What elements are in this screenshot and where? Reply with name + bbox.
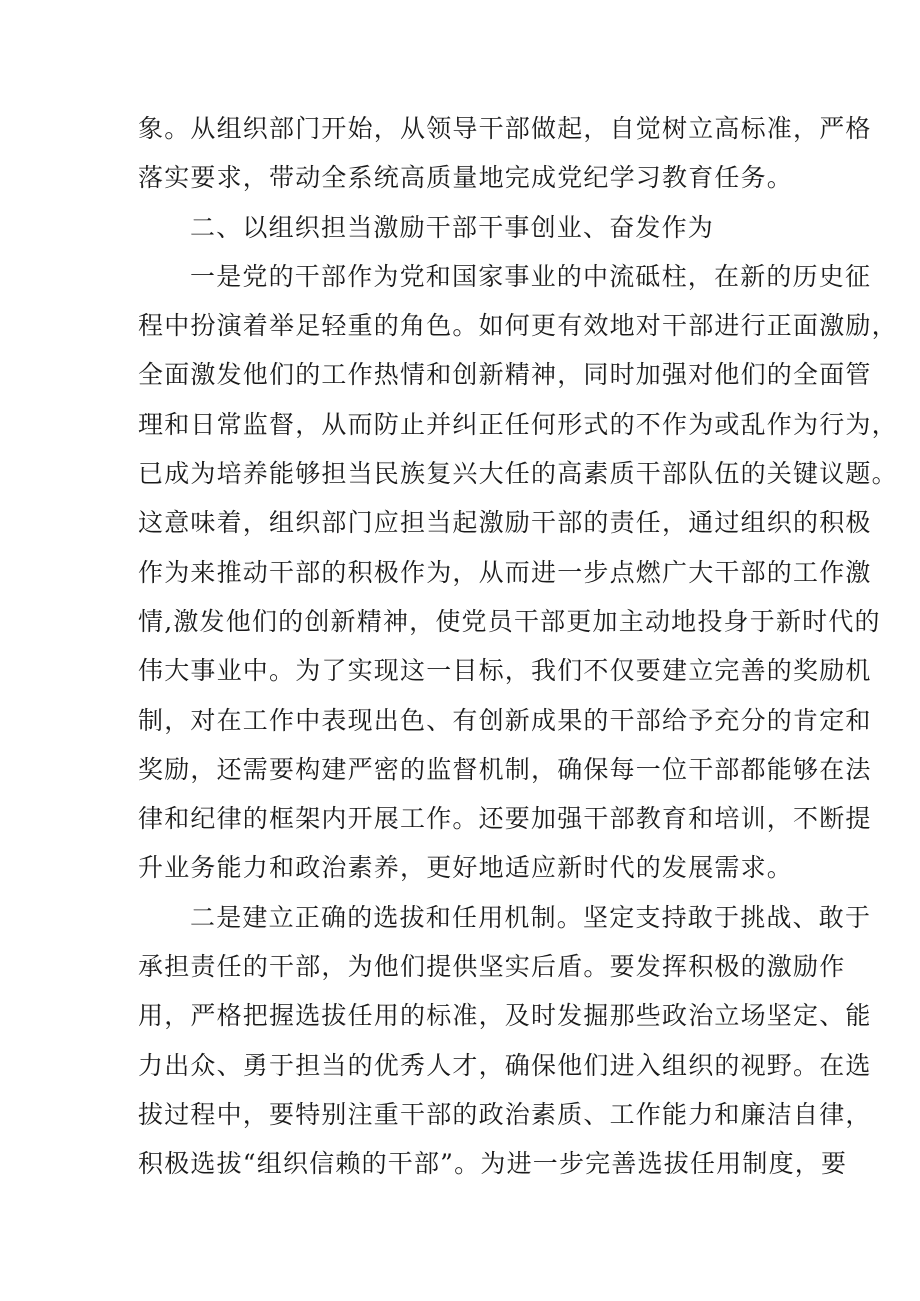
- paragraph-line: 力出众、勇于担当的优秀人才，确保他们进入组织的视野。在选: [138, 1050, 872, 1080]
- paragraph-line: 制，对在工作中表现出色、有创新成果的干部给予充分的肯定和: [138, 705, 872, 735]
- paragraph-line: 升业务能力和政治素养，更好地适应新时代的发展需求。: [138, 853, 794, 883]
- paragraph-line: 已成为培养能够担当民族复兴大任的高素质干部队伍的关键议题。: [138, 459, 898, 489]
- paragraph-line: 象。从组织部门开始，从领导干部做起，自觉树立高标准，严格: [138, 114, 872, 143]
- paragraph-line: 奖励，还需要构建严密的监督机制，确保每一位干部都能够在法: [138, 754, 872, 784]
- paragraph-line: 承担责任的干部，为他们提供坚实后盾。要发挥积极的激励作: [138, 952, 846, 982]
- paragraph-line: 情,激发他们的创新精神，使党员干部更加主动地投身于新时代的: [138, 606, 881, 636]
- section-heading: 二、以组织担当激励干部干事创业、奋发作为: [190, 212, 715, 242]
- paragraph-line: 这意味着，组织部门应担当起激励干部的责任，通过组织的积极: [138, 508, 872, 538]
- paragraph-line: 落实要求，带动全系统高质量地完成党纪学习教育任务。: [138, 163, 794, 193]
- paragraph-line: 全面激发他们的工作热情和创新精神，同时加强对他们的全面管: [138, 360, 872, 390]
- paragraph-line: 作为来推动干部的积极作为，从而进一步点燃广大干部的工作激: [138, 557, 872, 587]
- paragraph-line: 律和纪律的框架内开展工作。还要加强干部教育和培训，不断提: [138, 804, 872, 834]
- document-body: [138, 104, 898, 1189]
- paragraph-line: 积极选拔“组织信赖的干部”。为进一步完善选拔任用制度，要: [138, 1149, 848, 1179]
- paragraph-line: 理和日常监督，从而防止并纠正任何形式的不作为或乱作为行为，: [138, 409, 898, 439]
- paragraph-line: 用，严格把握选拔任用的标准，及时发掘那些政治立场坚定、能: [138, 1001, 872, 1031]
- paragraph-line: 一是党的干部作为党和国家事业的中流砥柱，在新的历史征: [190, 261, 872, 291]
- paragraph-line: 程中扮演着举足轻重的角色。如何更有效地对干部进行正面激励，: [138, 311, 898, 341]
- paragraph-line: 二是建立正确的选拔和任用机制。坚定支持敢于挑战、敢于: [190, 902, 872, 932]
- paragraph-line: 伟大事业中。为了实现这一目标，我们不仅要建立完善的奖励机: [138, 656, 872, 686]
- paragraph-line: 拔过程中，要特别注重干部的政治素质、工作能力和廉洁自律，: [138, 1099, 872, 1129]
